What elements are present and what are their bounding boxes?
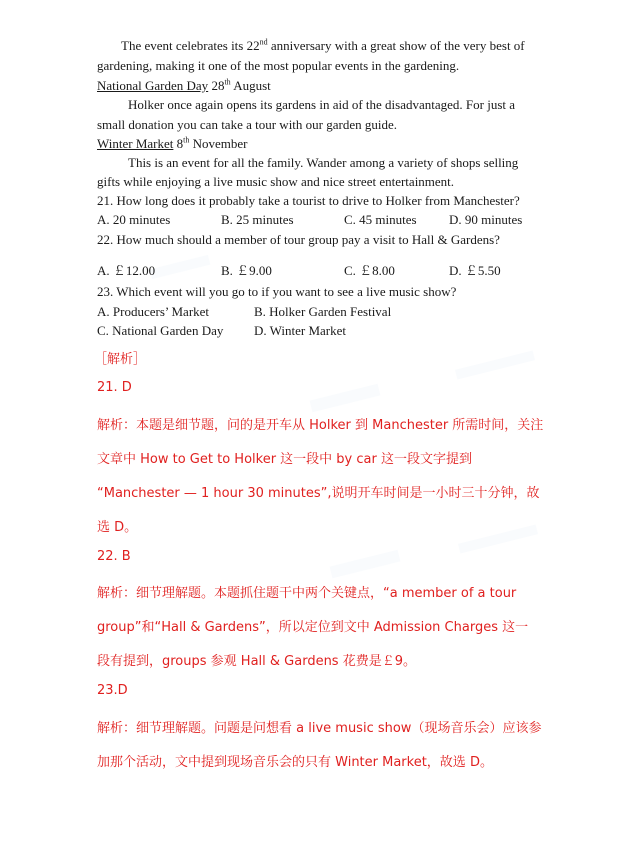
event-date: 28 bbox=[208, 78, 225, 93]
passage-paragraph-line bbox=[121, 38, 525, 54]
watermark-mark bbox=[330, 550, 401, 579]
analysis-22-line: 段有提到，groups 参观 Hall & Gardens 花费是￡9。 bbox=[97, 654, 416, 669]
q23-option-c: C. National Garden Day bbox=[97, 323, 224, 338]
q21-option-c: C. 45 minutes bbox=[344, 212, 417, 227]
analysis-21-line: 文章中 How to Get to Holker 这一段中 by car 这一段文字提到 bbox=[97, 452, 472, 467]
answer-23: 23.D bbox=[97, 683, 128, 698]
ordinal-suffix: th bbox=[183, 135, 190, 145]
q23-option-b: B. Holker Garden Festival bbox=[254, 304, 392, 319]
passage-paragraph-line: Holker once again opens its gardens in aid of the disadvantaged. For just a bbox=[128, 97, 516, 112]
q22-option-c: C. ￡8.00 bbox=[344, 263, 395, 278]
q23-option-d: D. Winter Market bbox=[254, 323, 347, 338]
q22-option-b: B. ￡9.00 bbox=[221, 263, 272, 278]
passage-paragraph-line: small donation you can take a tour with our garden guide. bbox=[97, 117, 398, 132]
question-21: 21. How long does it probably take a tourist to drive to Holker from Manchester? bbox=[97, 193, 520, 208]
analysis-21-line: “Manchester — 1 hour 30 minutes”,说明开车时间是一小时三十分钟，故 bbox=[97, 486, 540, 501]
passage-paragraph-line: This is an event for all the family. Wander among a variety of shops selling bbox=[128, 155, 519, 170]
analysis-heading: ［解析］ bbox=[94, 352, 147, 367]
event-date: August bbox=[230, 78, 271, 93]
event-date: November bbox=[189, 136, 248, 151]
analysis-22-line: group”和“Hall & Gardens”，所以定位到文中 Admission Charges 这一 bbox=[97, 620, 529, 635]
answer-22: 22. B bbox=[97, 549, 131, 564]
watermark-mark bbox=[150, 255, 211, 279]
analysis-21-line: 解析：本题是细节题，问的是开车从 Holker 到 Manchester 所需时间，关注 bbox=[97, 418, 544, 433]
analysis-23-line: 加那个活动，文中提到现场音乐会的只有 Winter Market，故选 D。 bbox=[97, 755, 493, 770]
analysis-23-line: 解析：细节理解题。问题是问想看 a live music show（现场音乐会）应该参 bbox=[97, 721, 542, 736]
watermark-mark bbox=[310, 384, 381, 413]
passage-paragraph-line: gifts while enjoying a live music show and nice street entertainment. bbox=[97, 174, 455, 189]
event-heading-winter-market bbox=[97, 136, 247, 152]
question-23: 23. Which event will you go to if you want to see a live music show? bbox=[97, 284, 457, 299]
ordinal-suffix: nd bbox=[259, 37, 268, 47]
q21-option-b: B. 25 minutes bbox=[221, 212, 294, 227]
question-22: 22. How much should a member of tour group pay a visit to Hall & Gardens? bbox=[97, 232, 500, 247]
analysis-21-line: 选 D。 bbox=[97, 520, 138, 535]
event-title: Winter Market bbox=[97, 136, 174, 151]
watermark-mark bbox=[455, 350, 535, 379]
event-title: National Garden Day bbox=[97, 78, 209, 93]
watermark-mark bbox=[458, 524, 538, 553]
event-heading-national-garden-day bbox=[97, 78, 271, 94]
answer-21: 21. D bbox=[97, 380, 132, 395]
passage-text: The event celebrates its 22 bbox=[121, 38, 260, 53]
analysis-22-line: 解析：细节理解题。本题抓住题干中两个关键点，“a member of a tour bbox=[97, 586, 517, 601]
passage-paragraph-line: gardening, making it one of the most popular events in the gardening. bbox=[97, 58, 460, 73]
q23-option-a: A. Producers’ Market bbox=[97, 304, 210, 319]
q21-option-d: D. 90 minutes bbox=[449, 212, 523, 227]
passage-text: anniversary with a great show of the very best of bbox=[267, 38, 525, 53]
q22-option-a: A. ￡12.00 bbox=[97, 263, 156, 278]
q22-option-d: D. ￡5.50 bbox=[449, 263, 501, 278]
q21-option-a: A. 20 minutes bbox=[97, 212, 171, 227]
event-date: 8 bbox=[173, 136, 184, 151]
ordinal-suffix: th bbox=[224, 77, 231, 87]
